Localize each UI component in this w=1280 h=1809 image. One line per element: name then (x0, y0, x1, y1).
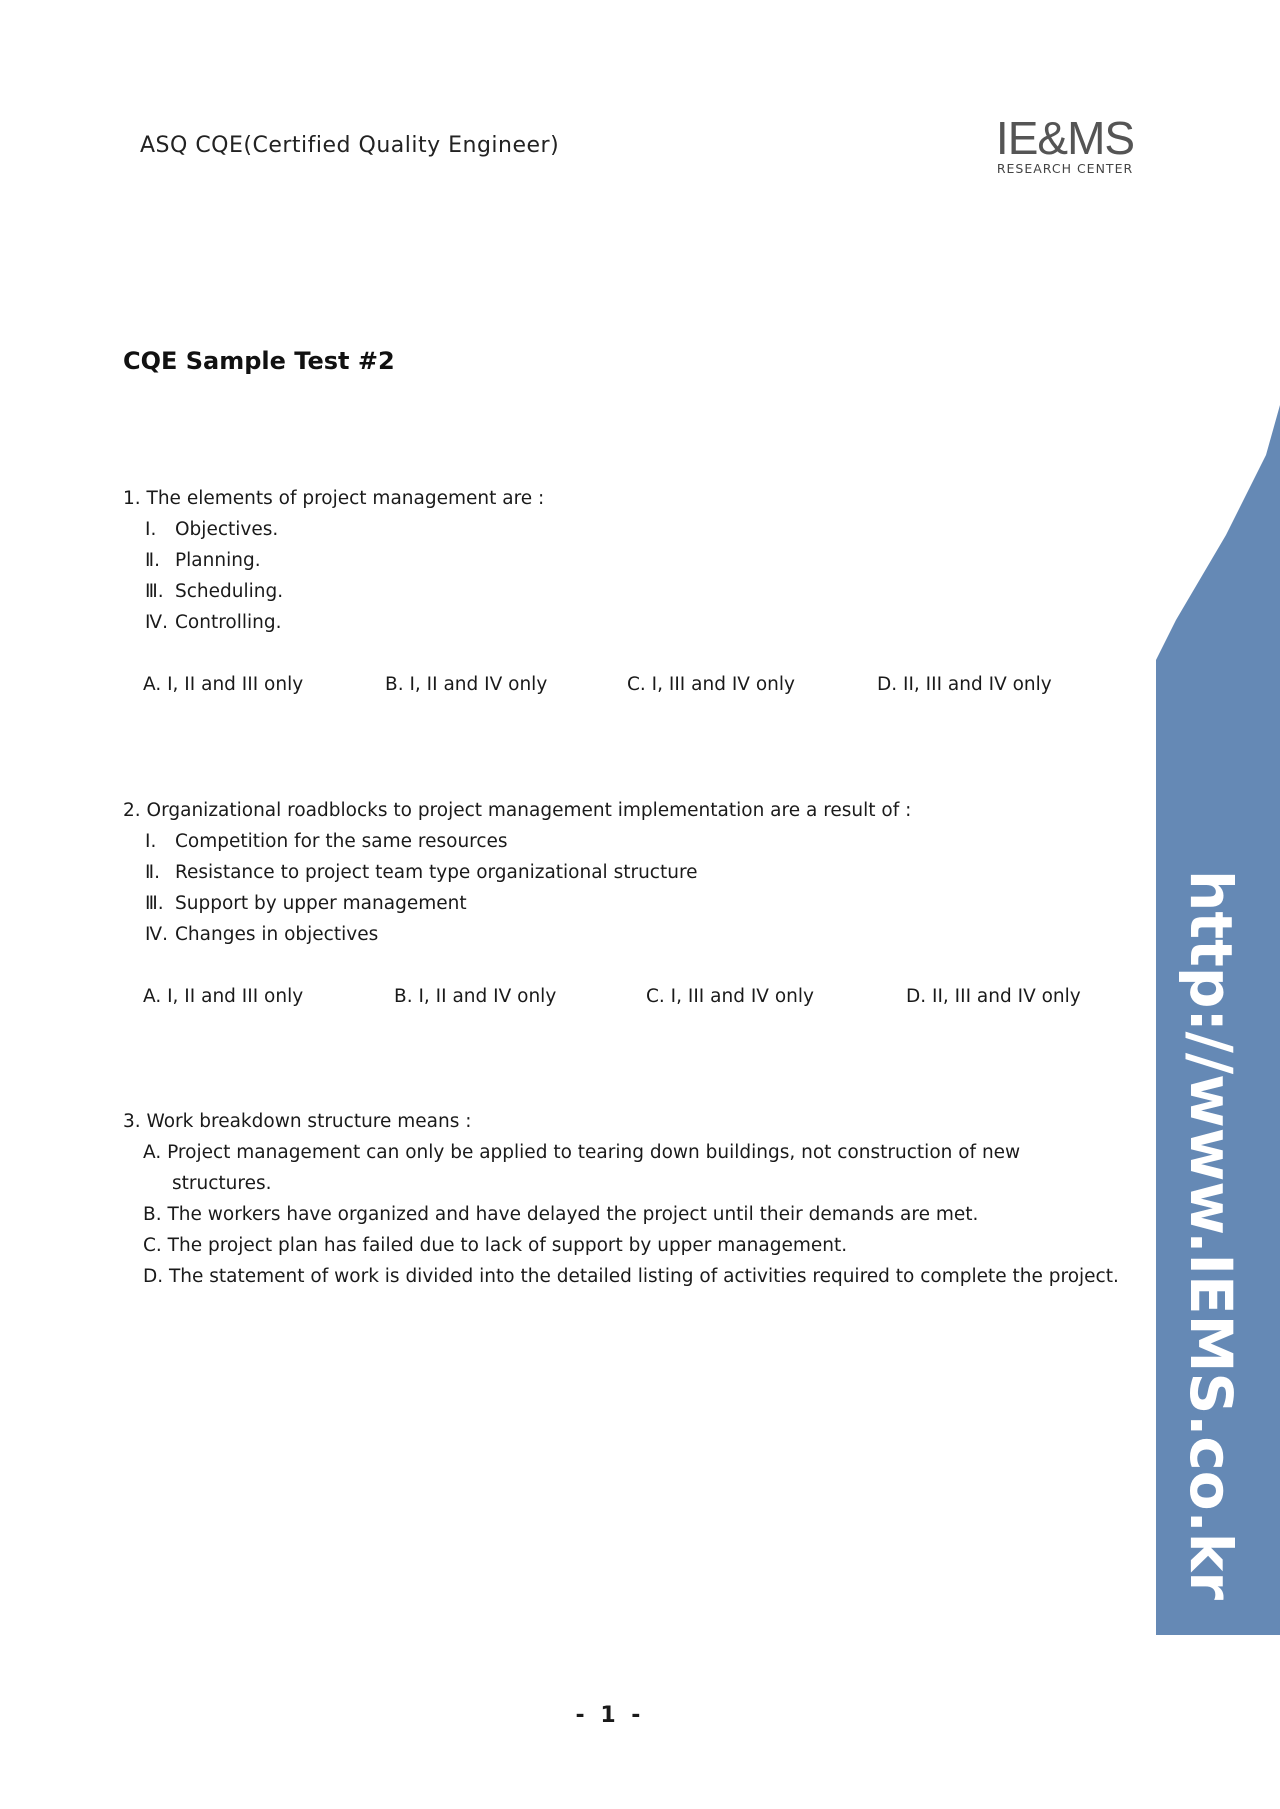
option-b: B. The workers have organized and have delayed the project until their demands are met. (143, 1204, 979, 1225)
item-text: Controlling. (175, 612, 282, 633)
question-item (145, 545, 1123, 576)
item-text: Changes in objectives (175, 924, 379, 945)
url-text[interactable]: http://www.IEMS.co.kr (1177, 870, 1245, 1600)
item-numeral: Ⅱ. (145, 862, 160, 883)
item-numeral: Ⅳ. (145, 612, 168, 633)
item-text: Resistance to project team type organizational structure (175, 862, 698, 883)
choice-d: D. II, III and IV only (906, 986, 1081, 1007)
item-text: Scheduling. (175, 581, 284, 602)
choice-a: A. I, II and III only (143, 674, 304, 695)
choice-a: A. I, II and III only (143, 986, 304, 1007)
item-numeral: Ⅱ. (145, 550, 160, 571)
option-c: C. The project plan has failed due to lack of support by upper management. (143, 1235, 848, 1256)
option-d: D. The statement of work is divided into the detailed listing of activities required to complete the project. (143, 1266, 1119, 1287)
header-title: ASQ CQE(Certified Quality Engineer) (140, 133, 560, 158)
iems-logo (990, 112, 1140, 176)
answer-choices (123, 669, 1123, 700)
question-item (145, 514, 1123, 545)
choice-c: C. I, III and IV only (627, 674, 795, 695)
item-numeral: Ⅲ. (145, 581, 164, 602)
question-1 (123, 483, 1123, 700)
choice-d: D. II, III and IV only (877, 674, 1052, 695)
choice-b: B. I, II and IV only (394, 986, 557, 1007)
item-text: Support by upper management (175, 893, 467, 914)
question-item (145, 607, 1123, 638)
item-numeral: Ⅲ. (145, 893, 164, 914)
answer-choices (123, 981, 1123, 1012)
question-stem: 3. Work breakdown structure means : (123, 1111, 472, 1132)
item-numeral: Ⅳ. (145, 924, 168, 945)
question-3 (123, 1106, 1123, 1292)
question-item (145, 919, 1123, 950)
choice-b: B. I, II and IV only (385, 674, 548, 695)
question-stem: 2. Organizational roadblocks to project management implementation are a result of : (123, 800, 912, 821)
item-numeral: Ⅰ. (145, 831, 157, 852)
logo-sub-text: RESEARCH CENTER (996, 161, 1134, 176)
choice-c: C. I, III and IV only (646, 986, 814, 1007)
item-text: Planning. (175, 550, 261, 571)
question-2 (123, 795, 1123, 1012)
question-item (145, 888, 1123, 919)
document-title: CQE Sample Test #2 (123, 347, 395, 375)
option-a: A. Project management can only be applied to tearing down buildings, not construction of new structures. (143, 1142, 1021, 1194)
side-banner-url (1155, 866, 1280, 1616)
page-number: - 1 - (575, 1703, 645, 1728)
logo-main-text: IE&MS (995, 112, 1135, 164)
question-item (145, 857, 1123, 888)
question-item (145, 826, 1123, 857)
question-stem: 1. The elements of project management are : (123, 488, 545, 509)
item-numeral: Ⅰ. (145, 519, 157, 540)
item-text: Competition for the same resources (175, 831, 508, 852)
item-text: Objectives. (175, 519, 279, 540)
question-item (145, 576, 1123, 607)
